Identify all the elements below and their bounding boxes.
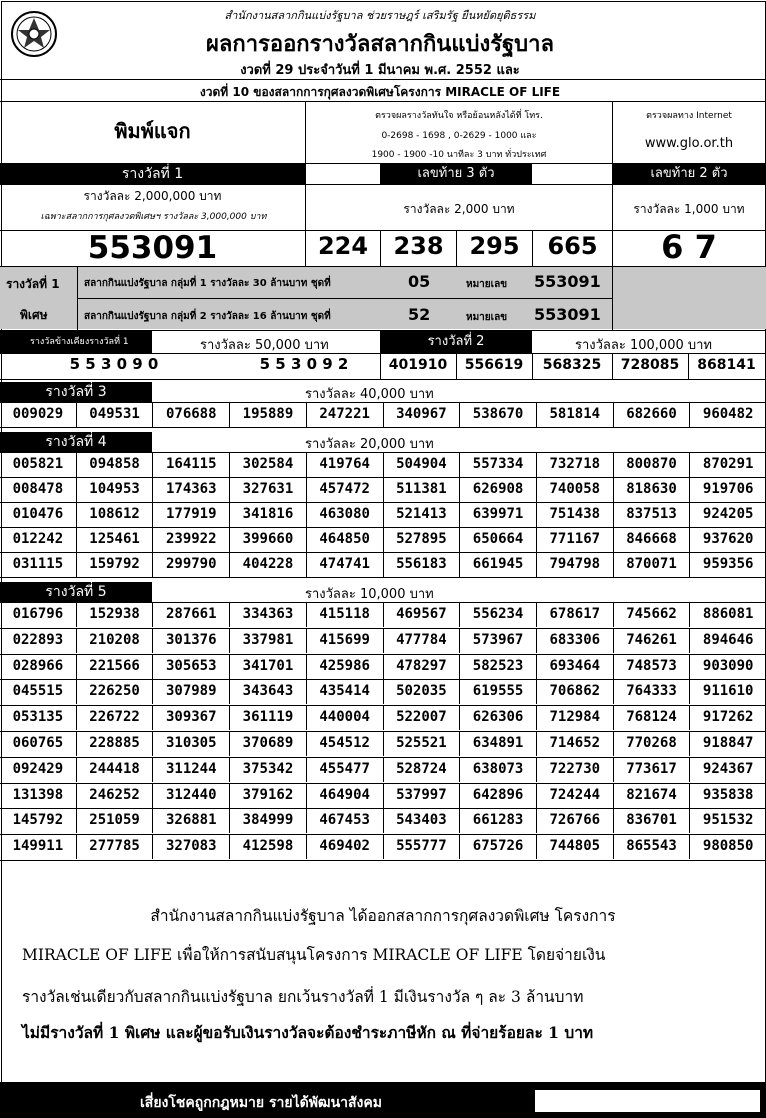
- prize5-number: 924367: [689, 758, 766, 782]
- prize4-number: 302584: [229, 453, 306, 477]
- prize1-number: 553091: [87, 230, 218, 266]
- prize5-number: 638073: [459, 758, 536, 782]
- prize5-number: 726766: [536, 809, 613, 833]
- table-row: [0, 552, 766, 577]
- prize4-number: 527895: [383, 528, 460, 552]
- prize5-number: 865543: [613, 835, 690, 859]
- prize5-number: 145792: [12, 812, 64, 829]
- prize5-number: 951532: [689, 809, 766, 833]
- prize5-number: 305653: [152, 655, 229, 679]
- prize4-number: 164115: [152, 453, 229, 477]
- prize5-number: 312440: [152, 784, 229, 808]
- prize5-number: 384999: [229, 809, 306, 833]
- prize5-number: 582523: [459, 655, 536, 679]
- prize3-number: 076688: [152, 403, 229, 427]
- print-label: พิมพ์แจก: [114, 119, 191, 143]
- special-draw-line: งวดที่ 10 ของสลากการกุศลงวดพิเศษโครงการ MIRACLE OF LIFE: [199, 85, 561, 99]
- prize5-number: 028966: [12, 657, 64, 674]
- prize5-number: 528724: [383, 758, 460, 782]
- prize5-number: 935838: [689, 784, 766, 808]
- prize4-number: 239922: [152, 528, 229, 552]
- table-row: [0, 731, 766, 756]
- notice-line-2: MIRACLE OF LIFE เพื่อให้การสนับสนุนโครงการ MIRACLE OF LIFE โดยจ่ายเงิน: [22, 946, 606, 964]
- table-row: [0, 452, 766, 477]
- table-row: [0, 654, 766, 679]
- prize5-number: 337981: [229, 629, 306, 653]
- prize5-number: 714652: [536, 732, 613, 756]
- prize4-number: 399660: [229, 528, 306, 552]
- prize4-number: 557334: [459, 453, 536, 477]
- prize5-number: 642896: [459, 784, 536, 808]
- prize5-number: 836701: [613, 809, 690, 833]
- prize2-label: รางวัลที่ 2: [380, 331, 532, 353]
- prize4-number: 419764: [306, 453, 383, 477]
- prize5-number: 556234: [459, 603, 536, 627]
- prize5-number: 745662: [613, 603, 690, 627]
- prize4-number: 846668: [613, 528, 690, 552]
- prize5-number: 573967: [459, 629, 536, 653]
- prize5-number: 060765: [12, 735, 64, 751]
- front3-number: 295: [469, 232, 520, 260]
- prize5-number: 334363: [229, 603, 306, 627]
- prize5-number: 764333: [613, 680, 690, 704]
- prize3-label: รางวัลที่ 3: [0, 382, 152, 402]
- front3-number: 224: [317, 232, 369, 260]
- prize5-number: 425986: [306, 655, 383, 679]
- prize5-number: 221566: [76, 655, 153, 679]
- prize5-number: 307989: [152, 680, 229, 704]
- prize4-number: 108612: [76, 503, 153, 527]
- prize3-amount: รางวัลละ 40,000 บาท: [305, 387, 434, 402]
- prize5-number: 370689: [229, 732, 306, 756]
- prize5-number: 722730: [536, 758, 613, 782]
- prize5-number: 301376: [152, 629, 229, 653]
- prize4-number: 794798: [536, 553, 613, 577]
- special-row1-text: สลากกินแบ่งรัฐบาล กลุ่มที่ 1 รางวัลละ 30 ล้านบาท ชุดที่: [84, 278, 331, 289]
- prize5-number: 903090: [689, 655, 766, 679]
- prize4-number: 008478: [12, 481, 64, 497]
- prize5-number: 152938: [76, 603, 153, 627]
- prize4-number: 937620: [689, 528, 766, 552]
- prize5-number: 341701: [229, 655, 306, 679]
- prize4-number: 104953: [76, 478, 153, 502]
- table-row: [0, 783, 766, 808]
- prize5-number: 683306: [536, 629, 613, 653]
- prize5-number: 361119: [229, 706, 306, 730]
- prize4-number: 464850: [306, 528, 383, 552]
- prize2-number: 401910: [388, 357, 448, 373]
- prize5-number: 226722: [76, 706, 153, 730]
- special-row1-set: 05: [408, 272, 431, 291]
- prize1-amount: รางวัลละ 2,000,000 บาท: [83, 189, 222, 203]
- prize5-number: 309367: [152, 706, 229, 730]
- prize5-number: 661283: [459, 809, 536, 833]
- prize5-number: 467453: [306, 809, 383, 833]
- special-prize1-label-a: รางวัลที่ 1: [6, 277, 60, 291]
- last2-number: 6 7: [661, 228, 717, 266]
- prize5-number: 712984: [536, 706, 613, 730]
- prize5-number: 311244: [152, 758, 229, 782]
- prize2-number: 868141: [697, 357, 756, 373]
- prize5-number: 244418: [76, 758, 153, 782]
- prize4-number: 125461: [76, 528, 153, 552]
- prize5-number: 455477: [306, 758, 383, 782]
- near1-number: 5 5 3 0 9 2: [259, 355, 349, 373]
- prize5-number: 415699: [306, 629, 383, 653]
- footer-slogan: เสี่ยงโชคถูกกฎหมาย รายได้พัฒนาสังคม: [140, 1095, 382, 1111]
- prize4-number: 463080: [306, 503, 383, 527]
- prize5-number: 634891: [459, 732, 536, 756]
- front3-number: 238: [393, 232, 444, 260]
- draw-date-line: งวดที่ 29 ประจำวันที่ 1 มีนาคม พ.ศ. 2552 และ: [240, 63, 520, 78]
- prize4-number: 174363: [152, 478, 229, 502]
- prize4-number: 732718: [536, 453, 613, 477]
- prize4-number: 094858: [76, 453, 153, 477]
- prize5-number: 469567: [383, 603, 460, 627]
- prize4-number: 299790: [152, 553, 229, 577]
- prize4-number: 010476: [12, 506, 64, 522]
- prize5-number: 706862: [536, 680, 613, 704]
- prize5-number: 886081: [689, 603, 766, 627]
- prize5-number: 053135: [12, 709, 64, 726]
- prize5-number: 746261: [613, 629, 690, 653]
- prize5-number: 917262: [689, 706, 766, 730]
- prize5-number: 287661: [152, 603, 229, 627]
- prize5-number: 022893: [12, 631, 64, 648]
- prize5-number: 210208: [76, 629, 153, 653]
- table-row: [0, 502, 766, 527]
- front3-amount: รางวัลละ 2,000 บาท: [403, 202, 515, 216]
- prize5-number: 379162: [229, 784, 306, 808]
- notice-line-1: สำนักงานสลากกินแบ่งรัฐบาล ได้ออกสลากการกุศลงวดพิเศษ โครงการ: [150, 907, 616, 925]
- prize4-number: 327631: [229, 478, 306, 502]
- prize5-number: 277785: [76, 835, 153, 859]
- prize5-number: 724244: [536, 784, 613, 808]
- table-row: [0, 679, 766, 704]
- prize5-number: 911610: [689, 680, 766, 704]
- table-row: [0, 402, 766, 427]
- prize5-number: 555777: [383, 835, 460, 859]
- prize5-number: 821674: [613, 784, 690, 808]
- near1-label: รางวัลข้างเคียงรางวัลที่ 1: [0, 331, 152, 353]
- prize4-number: 959356: [689, 553, 766, 577]
- prize5-number: 469402: [306, 835, 383, 859]
- prize5-number: 045515: [12, 683, 64, 700]
- prize5-number: 016796: [12, 606, 64, 622]
- prize4-number: 650664: [459, 528, 536, 552]
- notice-line-4: ไม่มีรางวัลที่ 1 พิเศษ และผู้ขอรับเงินรางวัลจะต้องชำระภาษีหัก ณ ที่จ่ายร้อยละ 1 บาท: [22, 1023, 594, 1042]
- special-row1-number: 553091: [534, 272, 601, 291]
- prize5-amount: รางวัลละ 10,000 บาท: [305, 587, 434, 602]
- check-title: ตรวจผลรางวัลทันใจ หรือย้อนหลังได้ที่ โทร.: [375, 111, 543, 121]
- prize2-amount: รางวัลละ 100,000 บาท: [575, 338, 712, 353]
- prize3-number: 538670: [459, 403, 536, 427]
- prize3-number: 340967: [383, 403, 460, 427]
- prize5-number: 770268: [613, 732, 690, 756]
- prize4-number: 661945: [459, 553, 536, 577]
- table-row: [0, 705, 766, 730]
- prize4-number: 818630: [613, 478, 690, 502]
- internet-url[interactable]: www.glo.or.th: [644, 136, 734, 151]
- prize3-number: 247221: [306, 403, 383, 427]
- prize5-number: 251059: [76, 809, 153, 833]
- prize4-number: 800870: [613, 453, 690, 477]
- prize5-number: 773617: [613, 758, 690, 782]
- prize5-number: 980850: [689, 835, 766, 859]
- prize4-number: 924205: [689, 503, 766, 527]
- table-row: [0, 808, 766, 833]
- prize5-number: 693464: [536, 655, 613, 679]
- prize5-number: 440004: [306, 706, 383, 730]
- prize5-number: 619555: [459, 680, 536, 704]
- prize4-number: 837513: [613, 503, 690, 527]
- special-row2-no-label: หมายเลข: [466, 312, 508, 323]
- prize5-number: 525521: [383, 732, 460, 756]
- prize4-number: 751438: [536, 503, 613, 527]
- prize4-number: 521413: [383, 503, 460, 527]
- last2-amount: รางวัลละ 1,000 บาท: [633, 202, 745, 216]
- prize1-special-amount: เฉพาะสลากการกุศลงวดพิเศษฯ รางวัลละ 3,000,000 บาท: [40, 212, 267, 222]
- prize5-number: 768124: [613, 706, 690, 730]
- prize3-number: 009029: [12, 406, 64, 422]
- prize4-number: 504904: [383, 453, 460, 477]
- prize5-number: 131398: [12, 786, 64, 803]
- near1-number: 5 5 3 0 9 0: [69, 355, 159, 373]
- page-title: ผลการออกรางวัลสลากกินแบ่งรัฐบาล: [206, 32, 554, 57]
- prize5-number: 744805: [536, 835, 613, 859]
- table-row: [0, 628, 766, 653]
- check-phone-1: 0-2698 - 1698 , 0-2629 - 1000 และ: [381, 131, 537, 141]
- internet-label: ตรวจผลทาง Internet: [646, 111, 732, 121]
- prize2-number: 556619: [464, 357, 524, 373]
- prize5-number: 228885: [76, 732, 153, 756]
- prize2-number: 568325: [542, 357, 602, 373]
- prize5-number: 226250: [76, 680, 153, 704]
- prize5-number: 412598: [229, 835, 306, 859]
- prize4-number: 556183: [383, 553, 460, 577]
- prize5-number: 478297: [383, 655, 460, 679]
- prize5-number: 435414: [306, 680, 383, 704]
- prize1-label: รางวัลที่ 1: [0, 164, 305, 184]
- prize4-number: 159792: [76, 553, 153, 577]
- prize4-number: 511381: [383, 478, 460, 502]
- prize3-number: 049531: [76, 403, 153, 427]
- table-row: [0, 477, 766, 502]
- prize4-number: 740058: [536, 478, 613, 502]
- prize4-number: 626908: [459, 478, 536, 502]
- prize5-number: 464904: [306, 784, 383, 808]
- prize5-number: 327083: [152, 835, 229, 859]
- prize5-number: 522007: [383, 706, 460, 730]
- prize5-number: 748573: [613, 655, 690, 679]
- prize4-number: 870071: [613, 553, 690, 577]
- prize4-number: 005821: [12, 456, 64, 472]
- prize4-number: 012242: [12, 531, 64, 547]
- prize3-number: 960482: [689, 403, 766, 427]
- prize4-number: 457472: [306, 478, 383, 502]
- prize5-number: 246252: [76, 784, 153, 808]
- prize4-number: 870291: [689, 453, 766, 477]
- prize4-number: 474741: [306, 553, 383, 577]
- prize3-number: 581814: [536, 403, 613, 427]
- prize4-label: รางวัลที่ 4: [0, 432, 152, 452]
- prize4-amount: รางวัลละ 20,000 บาท: [305, 437, 434, 452]
- prize5-number: 343643: [229, 680, 306, 704]
- table-row: [0, 757, 766, 782]
- notice-line-3: รางวัลเช่นเดียวกับสลากกินแบ่งรัฐบาล ยกเว้นรางวัลที่ 1 มีเงินรางวัล ๆ ละ 3 ล้านบาท: [22, 988, 584, 1006]
- special-prize1-label-b: พิเศษ: [20, 308, 48, 322]
- prize5-number: 502035: [383, 680, 460, 704]
- special-row2-text: สลากกินแบ่งรัฐบาล กลุ่มที่ 2 รางวัลละ 16 ล้านบาท ชุดที่: [84, 311, 331, 322]
- table-row: [0, 834, 766, 859]
- prize5-number: 626306: [459, 706, 536, 730]
- prize4-number: 919706: [689, 478, 766, 502]
- prize5-number: 678617: [536, 603, 613, 627]
- prize5-number: 326881: [152, 809, 229, 833]
- prize5-number: 454512: [306, 732, 383, 756]
- front3-number: 665: [547, 232, 598, 260]
- prize5-number: 310305: [152, 732, 229, 756]
- prize5-number: 543403: [383, 809, 460, 833]
- header-top-line: สำนักงานสลากกินแบ่งรัฐบาล ช่วยราษฎร์ เสริมรัฐ ยืนหยัดยุติธรรม: [224, 9, 536, 22]
- footer-blank-box: [535, 1090, 760, 1112]
- prize3-number: 195889: [229, 403, 306, 427]
- last2-label: เลขท้าย 2 ตัว: [613, 164, 765, 184]
- prize5-number: 477784: [383, 629, 460, 653]
- prize5-number: 537997: [383, 784, 460, 808]
- prize5-number: 092429: [12, 760, 64, 777]
- prize5-number: 918847: [689, 732, 766, 756]
- check-phone-2: 1900 - 1900 -10 นาทีละ 3 บาท ทั่วประเทศ: [371, 150, 547, 160]
- prize4-number: 639971: [459, 503, 536, 527]
- prize5-number: 415118: [306, 603, 383, 627]
- emblem-logo: [10, 10, 58, 58]
- prize4-number: 404228: [229, 553, 306, 577]
- table-row: [0, 527, 766, 552]
- prize5-number: 375342: [229, 758, 306, 782]
- prize4-number: 771167: [536, 528, 613, 552]
- prize5-number: 149911: [12, 838, 64, 855]
- front3-label: เลขท้าย 3 ตัว: [380, 164, 532, 184]
- special-row2-number: 553091: [534, 305, 601, 324]
- prize4-number: 341816: [229, 503, 306, 527]
- table-row: [0, 602, 766, 627]
- prize5-number: 675726: [459, 835, 536, 859]
- near1-amount: รางวัลละ 50,000 บาท: [200, 338, 329, 353]
- prize5-number: 894646: [689, 629, 766, 653]
- special-row1-no-label: หมายเลข: [466, 279, 508, 290]
- prize2-number: 728085: [620, 357, 680, 373]
- prize3-number: 682660: [613, 403, 690, 427]
- prize4-number: 177919: [152, 503, 229, 527]
- prize4-number: 031115: [12, 556, 64, 572]
- prize5-label: รางวัลที่ 5: [0, 582, 152, 602]
- special-row2-set: 52: [408, 305, 431, 324]
